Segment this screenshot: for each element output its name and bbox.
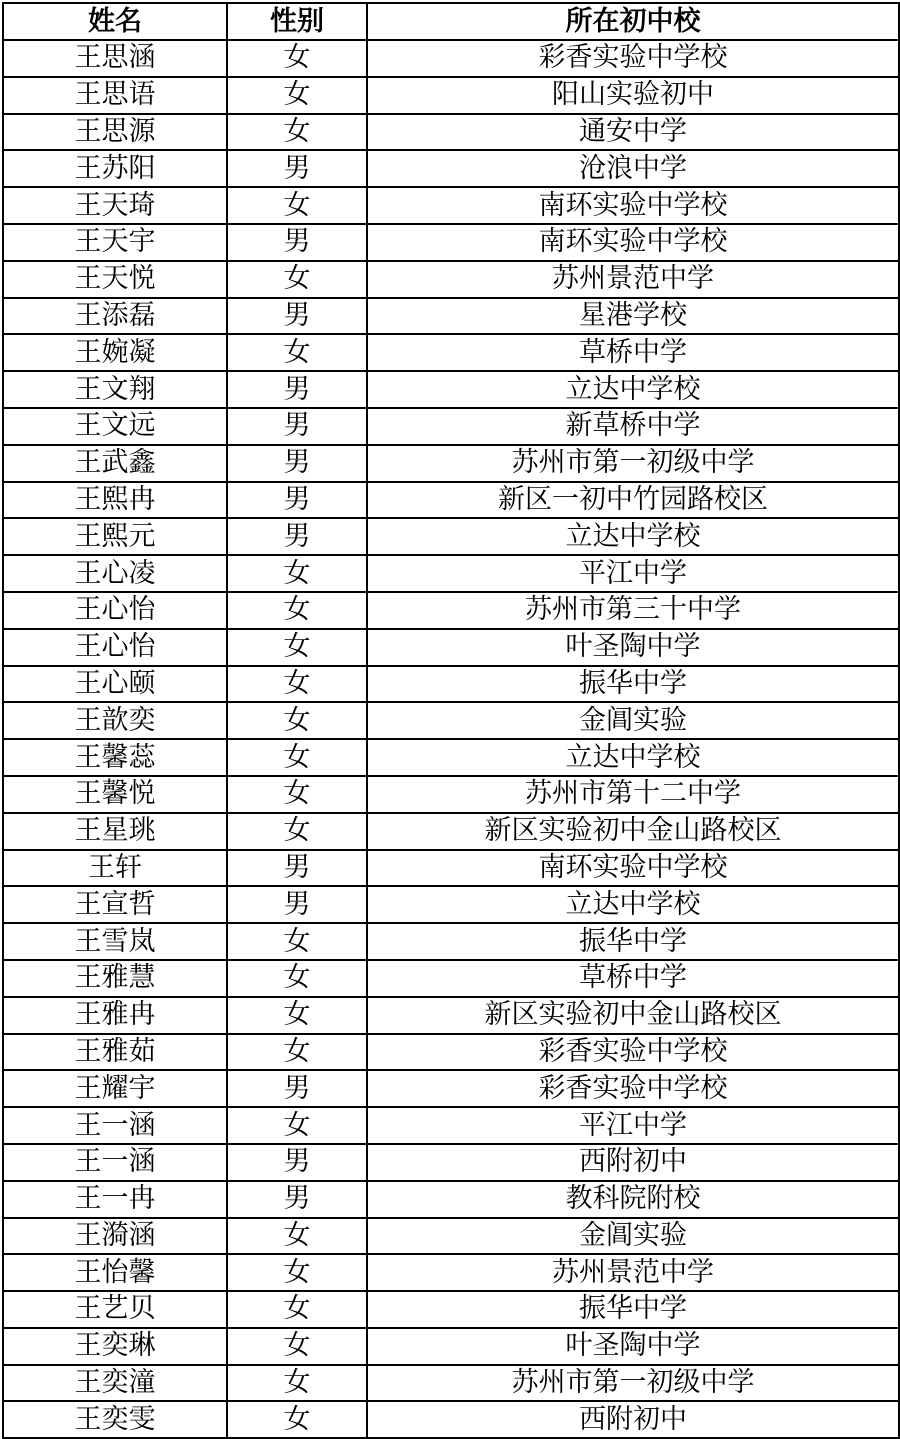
cell-name: 王一冉 (3, 1181, 227, 1218)
cell-school: 苏州市第一初级中学 (367, 1365, 899, 1402)
table-row (3, 371, 899, 408)
cell-name: 王怡馨 (3, 1254, 227, 1291)
table-row (3, 592, 899, 629)
cell-name: 王星珧 (3, 813, 227, 850)
cell-name: 王心怡 (3, 592, 227, 629)
cell-gender: 女 (227, 114, 367, 151)
cell-name: 王文翔 (3, 371, 227, 408)
table-row (3, 813, 899, 850)
table-row (3, 40, 899, 77)
cell-name: 王奕琳 (3, 1328, 227, 1365)
cell-school: 阳山实验初中 (367, 77, 899, 114)
cell-school: 沧浪中学 (367, 150, 899, 187)
cell-name: 王耀宇 (3, 1070, 227, 1107)
cell-gender: 女 (227, 666, 367, 703)
cell-name: 王婉凝 (3, 334, 227, 371)
table-row (3, 555, 899, 592)
cell-name: 王奕潼 (3, 1365, 227, 1402)
table-row (3, 739, 899, 776)
cell-school: 南环实验中学校 (367, 224, 899, 261)
table-row (3, 408, 899, 445)
cell-school: 彩香实验中学校 (367, 40, 899, 77)
cell-gender: 女 (227, 187, 367, 224)
cell-gender: 女 (227, 1254, 367, 1291)
cell-school: 苏州市第一初级中学 (367, 445, 899, 482)
cell-gender: 男 (227, 886, 367, 923)
cell-school: 苏州市第十二中学 (367, 776, 899, 813)
cell-name: 王思源 (3, 114, 227, 151)
cell-gender: 男 (227, 445, 367, 482)
cell-name: 王宣哲 (3, 886, 227, 923)
cell-gender: 女 (227, 77, 367, 114)
cell-gender: 男 (227, 224, 367, 261)
header-school: 所在初中校 (367, 3, 899, 40)
table-row (3, 629, 899, 666)
cell-name: 王心怡 (3, 629, 227, 666)
cell-name: 王一涵 (3, 1107, 227, 1144)
cell-gender: 女 (227, 997, 367, 1034)
cell-school: 新区实验初中金山路校区 (367, 997, 899, 1034)
cell-gender: 女 (227, 1107, 367, 1144)
cell-name: 王熙元 (3, 518, 227, 555)
table-row (3, 482, 899, 519)
table-row (3, 445, 899, 482)
header-row (3, 3, 899, 40)
table-row (3, 1328, 899, 1365)
cell-school: 振华中学 (367, 1291, 899, 1328)
cell-school: 平江中学 (367, 555, 899, 592)
table-row (3, 1401, 899, 1438)
cell-gender: 女 (227, 1218, 367, 1255)
cell-name: 王文远 (3, 408, 227, 445)
cell-school: 振华中学 (367, 923, 899, 960)
cell-name: 王艺贝 (3, 1291, 227, 1328)
table-row (3, 518, 899, 555)
cell-name: 王熙冉 (3, 482, 227, 519)
table-row (3, 1291, 899, 1328)
cell-school: 草桥中学 (367, 960, 899, 997)
table-row (3, 1070, 899, 1107)
cell-gender: 女 (227, 776, 367, 813)
table-row (3, 923, 899, 960)
cell-name: 王添磊 (3, 298, 227, 335)
cell-gender: 男 (227, 150, 367, 187)
cell-name: 王雪岚 (3, 923, 227, 960)
table-row (3, 960, 899, 997)
cell-gender: 女 (227, 702, 367, 739)
cell-name: 王奕雯 (3, 1401, 227, 1438)
cell-gender: 男 (227, 298, 367, 335)
cell-school: 西附初中 (367, 1144, 899, 1181)
cell-school: 立达中学校 (367, 518, 899, 555)
cell-name: 王雅茹 (3, 1034, 227, 1071)
cell-gender: 女 (227, 923, 367, 960)
table-row (3, 997, 899, 1034)
cell-gender: 女 (227, 960, 367, 997)
cell-name: 王馨蕊 (3, 739, 227, 776)
cell-school: 西附初中 (367, 1401, 899, 1438)
student-roster-table (2, 2, 900, 1439)
cell-name: 王馨悦 (3, 776, 227, 813)
cell-gender: 男 (227, 850, 367, 887)
cell-name: 王心颐 (3, 666, 227, 703)
cell-name: 王心凌 (3, 555, 227, 592)
cell-gender: 女 (227, 334, 367, 371)
cell-gender: 男 (227, 371, 367, 408)
cell-school: 通安中学 (367, 114, 899, 151)
cell-name: 王雅冉 (3, 997, 227, 1034)
table-row (3, 224, 899, 261)
cell-school: 叶圣陶中学 (367, 629, 899, 666)
cell-gender: 女 (227, 813, 367, 850)
cell-school: 苏州景范中学 (367, 261, 899, 298)
table-row (3, 150, 899, 187)
cell-gender: 女 (227, 1328, 367, 1365)
cell-school: 新区实验初中金山路校区 (367, 813, 899, 850)
cell-school: 叶圣陶中学 (367, 1328, 899, 1365)
table-row (3, 1107, 899, 1144)
cell-school: 南环实验中学校 (367, 850, 899, 887)
cell-gender: 女 (227, 629, 367, 666)
table-row (3, 850, 899, 887)
table-row (3, 776, 899, 813)
table-row (3, 702, 899, 739)
cell-name: 王天宇 (3, 224, 227, 261)
cell-gender: 女 (227, 592, 367, 629)
cell-school: 彩香实验中学校 (367, 1070, 899, 1107)
cell-gender: 女 (227, 1401, 367, 1438)
cell-school: 立达中学校 (367, 739, 899, 776)
cell-school: 南环实验中学校 (367, 187, 899, 224)
cell-school: 苏州市第三十中学 (367, 592, 899, 629)
table-row (3, 1181, 899, 1218)
table-row (3, 1144, 899, 1181)
cell-gender: 男 (227, 1144, 367, 1181)
cell-school: 金阊实验 (367, 702, 899, 739)
table-row (3, 187, 899, 224)
table-row (3, 1365, 899, 1402)
table-row (3, 886, 899, 923)
cell-name: 王思涵 (3, 40, 227, 77)
cell-school: 平江中学 (367, 1107, 899, 1144)
table-row (3, 77, 899, 114)
cell-gender: 女 (227, 1034, 367, 1071)
table-row (3, 1218, 899, 1255)
table-row (3, 261, 899, 298)
table-row (3, 334, 899, 371)
cell-name: 王漪涵 (3, 1218, 227, 1255)
cell-gender: 男 (227, 1181, 367, 1218)
cell-gender: 女 (227, 40, 367, 77)
cell-gender: 女 (227, 261, 367, 298)
cell-name: 王雅慧 (3, 960, 227, 997)
table-row (3, 1034, 899, 1071)
header-name: 姓名 (3, 3, 227, 40)
cell-name: 王一涵 (3, 1144, 227, 1181)
cell-name: 王武鑫 (3, 445, 227, 482)
cell-school: 立达中学校 (367, 886, 899, 923)
cell-school: 教科院附校 (367, 1181, 899, 1218)
cell-school: 新草桥中学 (367, 408, 899, 445)
cell-gender: 女 (227, 1291, 367, 1328)
cell-gender: 男 (227, 482, 367, 519)
cell-school: 金阊实验 (367, 1218, 899, 1255)
cell-name: 王天琦 (3, 187, 227, 224)
header-gender: 性别 (227, 3, 367, 40)
table-row (3, 666, 899, 703)
table-row (3, 298, 899, 335)
cell-gender: 男 (227, 408, 367, 445)
cell-gender: 女 (227, 739, 367, 776)
cell-name: 王思语 (3, 77, 227, 114)
cell-gender: 男 (227, 518, 367, 555)
table-row (3, 114, 899, 151)
cell-school: 苏州景范中学 (367, 1254, 899, 1291)
cell-gender: 男 (227, 1070, 367, 1107)
cell-name: 王轩 (3, 850, 227, 887)
cell-school: 草桥中学 (367, 334, 899, 371)
cell-name: 王天悦 (3, 261, 227, 298)
cell-name: 王苏阳 (3, 150, 227, 187)
cell-name: 王歆奕 (3, 702, 227, 739)
table-row (3, 1254, 899, 1291)
cell-school: 星港学校 (367, 298, 899, 335)
cell-school: 振华中学 (367, 666, 899, 703)
cell-school: 新区一初中竹园路校区 (367, 482, 899, 519)
cell-school: 立达中学校 (367, 371, 899, 408)
cell-gender: 女 (227, 555, 367, 592)
cell-gender: 女 (227, 1365, 367, 1402)
roster-body (3, 40, 899, 1438)
cell-school: 彩香实验中学校 (367, 1034, 899, 1071)
